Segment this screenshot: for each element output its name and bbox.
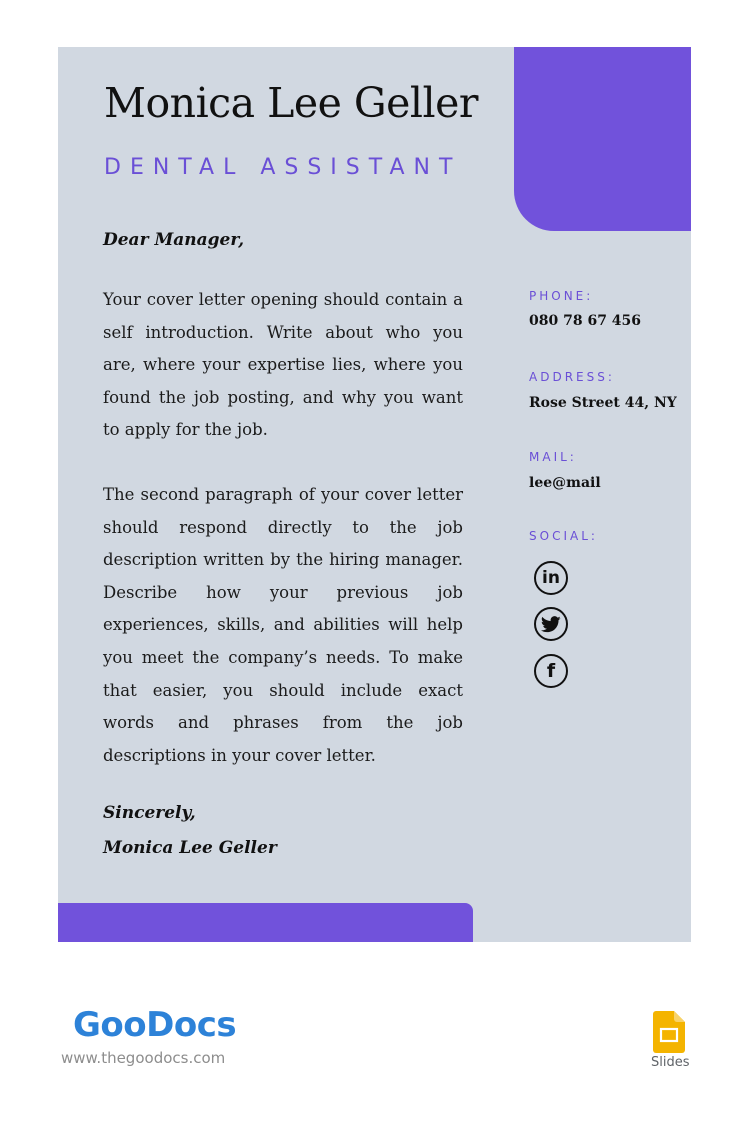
closing: Sincerely, xyxy=(103,803,196,823)
facebook-icon[interactable] xyxy=(534,654,568,688)
linkedin-icon[interactable] xyxy=(534,561,568,595)
address-label: ADDRESS: xyxy=(529,370,615,384)
slides-label: Slides xyxy=(651,1055,690,1070)
phone-label: PHONE: xyxy=(529,289,594,303)
twitter-icon[interactable] xyxy=(534,607,568,641)
accent-corner-block xyxy=(514,47,691,231)
goodocs-logo: GooDocs xyxy=(73,1005,237,1045)
job-title: DENTAL ASSISTANT xyxy=(104,155,462,180)
mail-value: lee@mail xyxy=(529,475,601,491)
linkedin-glyph: in xyxy=(542,568,560,588)
applicant-name: Monica Lee Geller xyxy=(104,79,479,127)
salutation: Dear Manager, xyxy=(103,230,244,250)
social-label: SOCIAL: xyxy=(529,529,598,543)
twitter-bird-glyph xyxy=(541,616,561,633)
phone-value: 080 78 67 456 xyxy=(529,313,642,329)
brand-url[interactable]: www.thegoodocs.com xyxy=(61,1049,226,1067)
address-value: Rose Street 44, NY xyxy=(529,395,677,411)
letter-paragraph-2: The second paragraph of your cover letter should respond directly to the job description written by the hiring manager. Describe how your previous job experiences, skills, and abilities will help you meet the company’s needs. To make that easier, you should include exact words and phrases from the job descriptions in your cover letter. xyxy=(103,485,463,765)
mail-label: MAIL: xyxy=(529,450,577,464)
letter-paragraph-1: Your cover letter opening should contain a self introduction. Write about who you are, where your expertise lies, where you found the job posting, and why you want to apply for the job. xyxy=(103,290,463,440)
accent-bottom-bar xyxy=(58,903,473,942)
google-slides-icon xyxy=(653,1011,685,1053)
facebook-glyph: f xyxy=(546,660,556,682)
letter-page xyxy=(58,47,691,942)
signature: Monica Lee Geller xyxy=(103,838,277,858)
